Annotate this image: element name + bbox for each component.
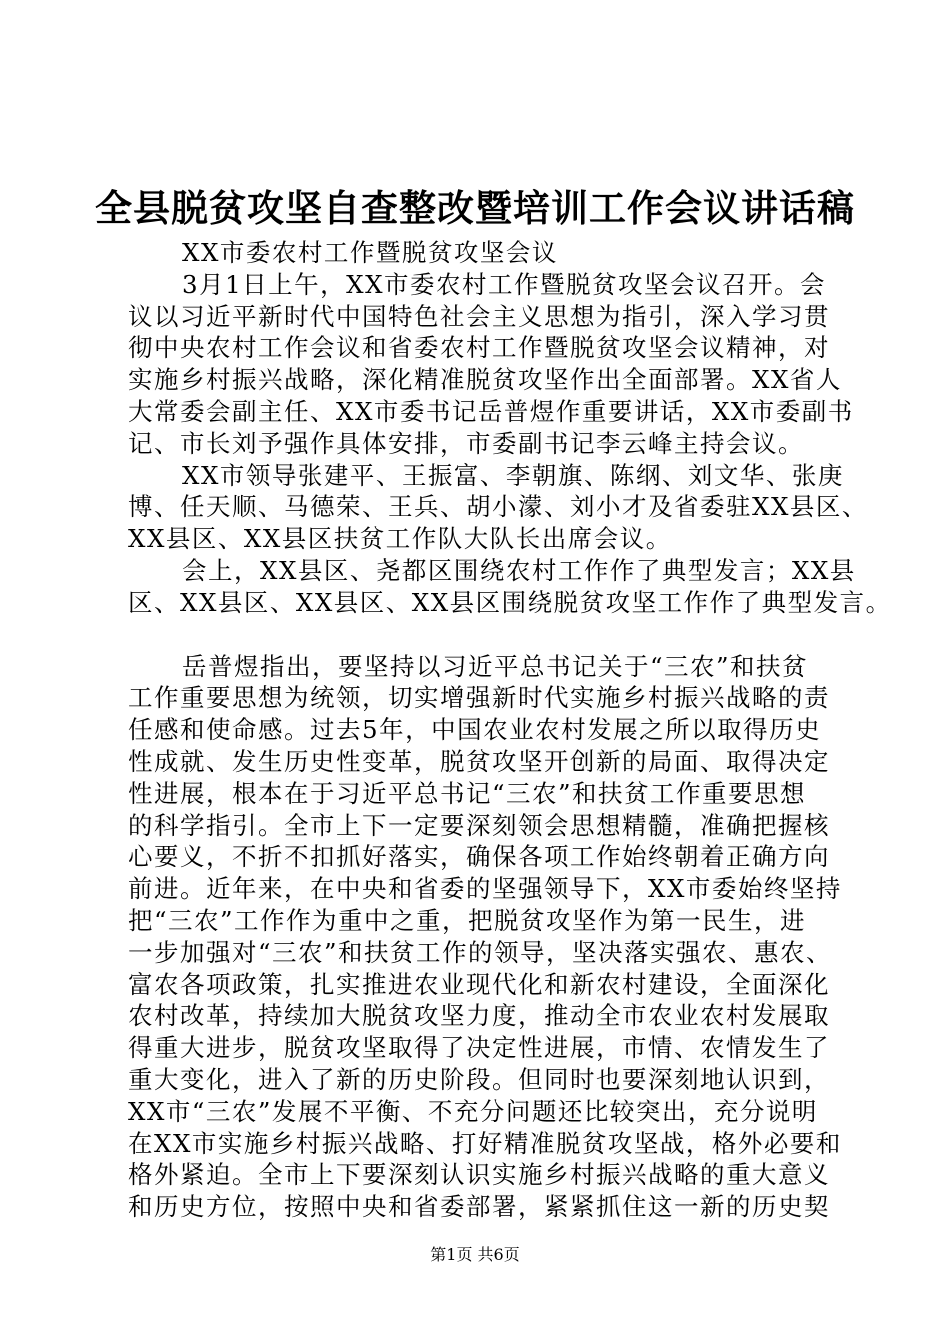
meeting-subtitle: XX市委农村工作暨脱贫攻坚会议	[182, 238, 558, 267]
paragraph-main	[128, 651, 858, 1223]
text-line: 一步加强对“三农”和扶贫工作的领导，坚决落实强农、惠农、	[128, 937, 833, 967]
text-line: 岳普煜指出，要坚持以习近平总书记关于“三农”和扶贫	[182, 651, 809, 681]
paragraph-attendees	[128, 460, 868, 555]
paragraph-speeches	[128, 555, 892, 619]
paragraph-opening	[128, 269, 858, 460]
text-line: 重大变化，进入了新的历史阶段。但同时也要深刻地认识到，	[128, 1064, 830, 1094]
document-body	[128, 237, 892, 1223]
page-number: 第1页 共6页	[430, 1245, 520, 1264]
text-line: 得重大进步，脱贫攻坚取得了决定性进展，市情、农情发生了	[128, 1033, 830, 1063]
text-line: 议以习近平新时代中国特色社会主义思想为指引，深入学习贯	[128, 301, 830, 331]
document-title: 全县脱贫攻坚自查整改暨培训工作会议讲话稿	[95, 186, 855, 230]
text-line: 和历史方位，按照中央和省委部署，紧紧抓住这一新的历史契	[128, 1192, 830, 1222]
text-line: 把“三农”工作作为重中之重，把脱贫攻坚作为第一民生，进	[128, 905, 807, 935]
text-line: 性成就、发生历史性变革，脱贫攻坚开创新的局面、取得决定	[128, 746, 830, 776]
text-line: 格外紧迫。全市上下要深刻认识实施乡村振兴战略的重大意义	[128, 1160, 830, 1190]
text-line: 工作重要思想为统领，切实增强新时代实施乡村振兴战略的责	[128, 683, 830, 713]
text-line: 前进。近年来，在中央和省委的坚强领导下，XX市委始终坚持	[128, 874, 842, 904]
text-line: 在XX市实施乡村振兴战略、打好精准脱贫攻坚战，格外必要和	[128, 1128, 842, 1158]
text-line: 区、XX县区、XX县区、XX县区围绕脱贫攻坚工作作了典型发言。	[128, 587, 892, 617]
text-line: 实施乡村振兴战略，深化精准脱贫攻坚作出全面部署。XX省人	[128, 365, 842, 395]
text-line: XX市“三农”发展不平衡、不充分问题还比较突出，充分说明	[128, 1096, 818, 1126]
paragraph-spacer	[128, 619, 858, 651]
text-line: 大常委会副主任、XX市委书记岳普煜作重要讲话，XX市委副书	[128, 396, 854, 426]
text-line: 心要义，不折不扣抓好落实，确保各项工作始终朝着正确方向	[128, 842, 830, 872]
text-line: 富农各项政策，扎实推进农业现代化和新农村建设，全面深化	[128, 969, 830, 999]
text-line: 会上，XX县区、尧都区围绕农村工作作了典型发言；XX县	[182, 555, 856, 585]
text-line: XX市领导张建平、王振富、李朝旗、陈纲、刘文华、张庚	[182, 460, 844, 490]
text-line: 的科学指引。全市上下一定要深刻领会思想精髓，准确把握核	[128, 810, 830, 840]
text-line: XX县区、XX县区扶贫工作队大队长出席会议。	[128, 524, 672, 554]
text-line: 博、任天顺、马德荣、王兵、胡小濛、刘小才及省委驻XX县区、	[128, 492, 868, 522]
text-line: 任感和使命感。过去5年，中国农业农村发展之所以取得历史	[128, 715, 822, 745]
text-line: 性进展，根本在于习近平总书记“三农”和扶贫工作重要思想	[128, 778, 807, 808]
text-line: 记、市长刘予强作具体安排，市委副书记李云峰主持会议。	[128, 428, 804, 458]
text-line: 3月1日上午，XX市委农村工作暨脱贫攻坚会议召开。会	[182, 269, 827, 299]
text-line: 农村改革，持续加大脱贫攻坚力度，推动全市农业农村发展取	[128, 1001, 830, 1031]
text-line: 彻中央农村工作会议和省委农村工作暨脱贫攻坚会议精神，对	[128, 333, 830, 363]
